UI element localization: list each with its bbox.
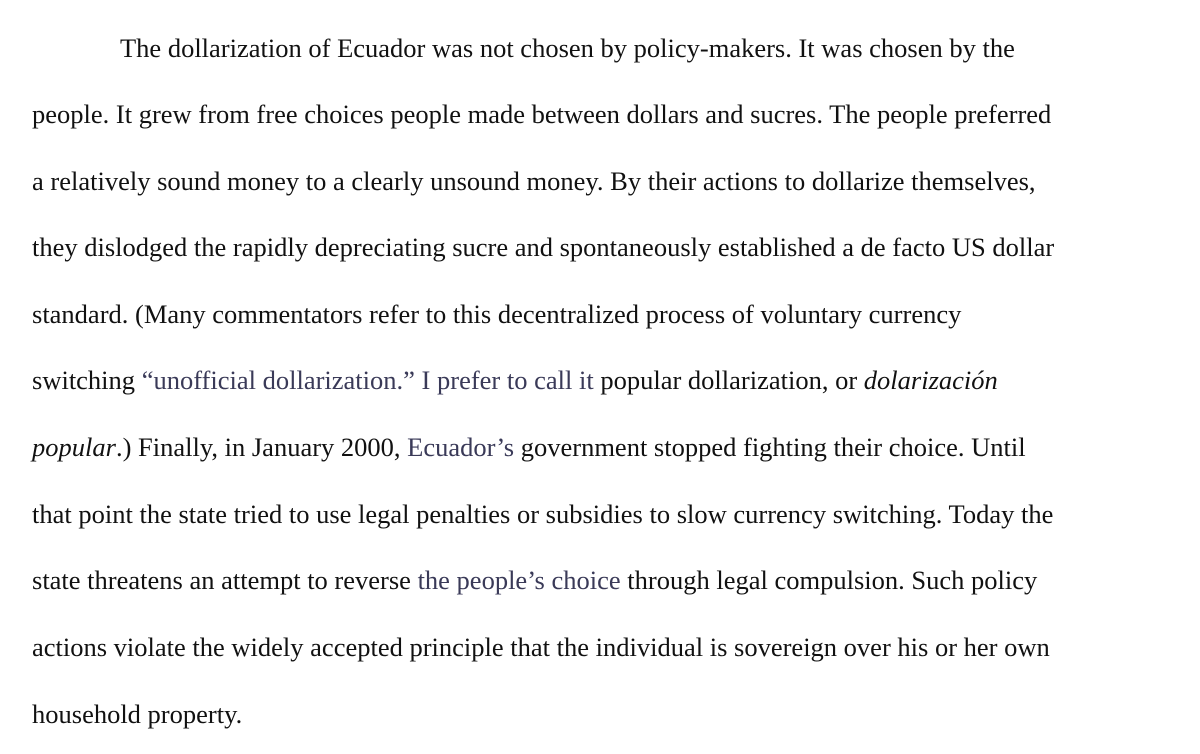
line-7-segment-d: government stopped fighting their choice. Until xyxy=(514,432,1026,462)
paragraph-line-1: The dollarization of Ecuador was not chosen by policy-makers. It was chosen by the xyxy=(120,33,1015,63)
quoted-term-unofficial-dollarization: “unofficial dollarization.” I prefer to call it xyxy=(141,365,594,395)
italic-term-popular: popular xyxy=(32,432,116,462)
term-ecuadors: Ecuador’s xyxy=(407,432,515,462)
paragraph-line-11: household property. xyxy=(32,699,243,729)
term-peoples-choice: the people’s choice xyxy=(417,565,621,595)
line-9-segment-a: state threatens an attempt to reverse xyxy=(32,565,418,595)
line-6-segment-c: popular dollarization, or xyxy=(593,365,864,395)
paragraph-line-5: standard. (Many commentators refer to this decentralized process of voluntary currency xyxy=(32,299,962,329)
paragraph-line-6 xyxy=(32,360,998,400)
line-9-segment-c: through legal compulsion. Such policy xyxy=(620,565,1038,595)
paragraph-line-3: a relatively sound money to a clearly unsound money. By their actions to dollarize themselves, xyxy=(32,166,1036,196)
paragraph-line-4: they dislodged the rapidly depreciating sucre and spontaneously established a de facto US dollar xyxy=(32,232,1055,262)
document-page xyxy=(32,0,1182,754)
paragraph-line-8: that point the state tried to use legal penalties or subsidies to slow currency switching. Today the xyxy=(32,499,1054,529)
paragraph-line-10: actions violate the widely accepted principle that the individual is sovereign over his or her own xyxy=(32,632,1050,662)
line-6-segment-a: switching xyxy=(32,365,142,395)
line-7-segment-b: .) Finally, in January 2000, xyxy=(115,432,408,462)
paragraph-line-2: people. It grew from free choices people made between dollars and sucres. The people preferred xyxy=(32,99,1052,129)
italic-term-dolarizacion: dolarización xyxy=(863,365,998,395)
paragraph-line-7 xyxy=(32,427,1026,467)
paragraph-line-9 xyxy=(32,560,1037,600)
